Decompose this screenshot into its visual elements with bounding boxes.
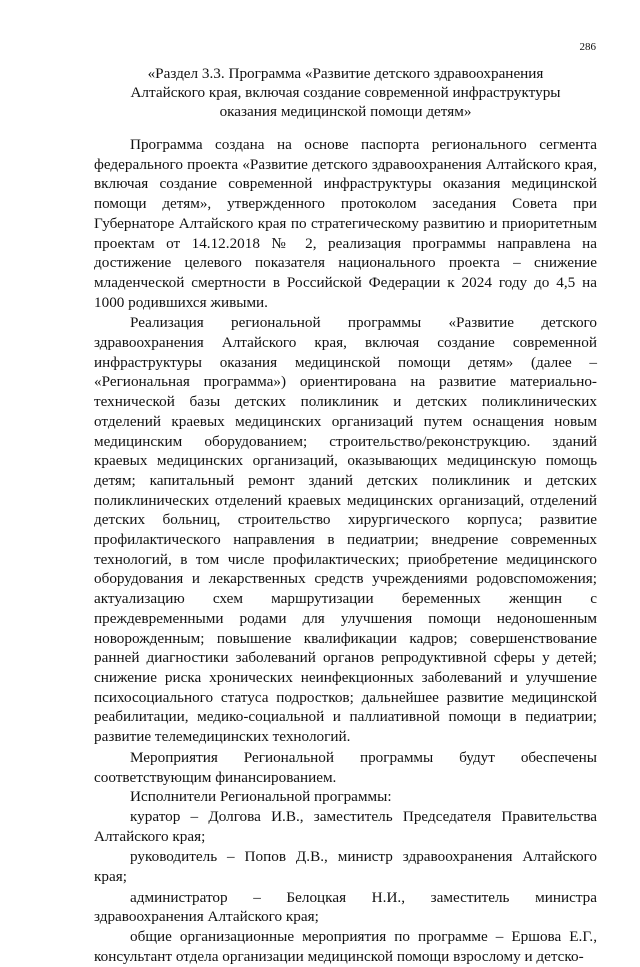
paragraph-general-activities: общие организационные мероприятия по программе – Ершова Е.Г., консультант отдела организации медицинской помощи взрослому и детско- [94,928,597,965]
paragraph-executors-heading: Исполнители Региональной программы: [130,788,392,806]
paragraph-program-implementation: Реализация региональной программы «Развитие детского здравоохранения Алтайского края, включая создание современной инфраструктуры оказания медицинской помощи детям» (далее – «Региональная программа») ориентирована на развитие материально-технической базы детских поликлиник и детских поликлинических отделений краевых медицинских организаций путем оснащения новым медицинским оборудованием; строительство/реконструкцию. зданий краевых медицинских организаций, оказывающих медицинскую помощь детям; капитальный ремонт зданий детских поликлиник и детских поликлинических отделений краевых медицинских организаций, отделений детских больниц, строительство хирургического корпуса; развитие профилактического направления в педиатрии; внедрение современных технологий, в том числе профилактических; приобретение медицинского оборудования и лекарственных средств учреждениями родовспоможения; актуализацию схем маршрутизации беременных женщин с преждевременными родами для улучшения помощи недоношенным новорожденным; повышение квалификации кадров; совершенствование ранней диагностики заболеваний органов репродуктивной сферы у детей; снижение риска хронических неинфекционных заболеваний и улучшение психосоциального статуса подростков; дальнейшее развитие медицинской реабилитации, медико-социальной и паллиативной помощи в педиатрии; развитие телемедицинских технологий. [94,314,597,746]
section-heading: «Раздел 3.3. Программа «Развитие детского здравоохранения Алтайского края, включая создание современной инфраструктуры оказания медицинской помощи детям» [130,65,561,120]
page-number: 286 [579,41,596,53]
paragraph-curator: куратор – Долгова И.В., заместитель Председателя Правительства Алтайского края; [94,807,597,845]
paragraph-financing: Мероприятия Региональной программы будут обеспечены соответствующим финансированием. [94,748,597,786]
paragraph-administrator: администратор – Белоцкая Н.И., заместитель министра здравоохранения Алтайского края; [94,888,597,926]
paragraph-head: руководитель – Попов Д.В., министр здравоохранения Алтайского края; [94,848,597,886]
paragraph-program-basis: Программа создана на основе паспорта регионального сегмента федерального проекта «Развитие детского здравоохранения Алтайского края, включая создание современной инфраструктуры оказания медицинской помощи детям», утвержденного протоколом заседания Совета при Губернаторе Алтайского края по стратегическому развитию и приоритетным проектам от 14.12.2018 № 2, реализация программы направлена на достижение целевого показателя национального проекта – снижение младенческой смертности в Российской Федерации к 2024 году до 4,5 на 1000 родившихся живыми. [94,136,597,311]
document-body [94,135,597,967]
